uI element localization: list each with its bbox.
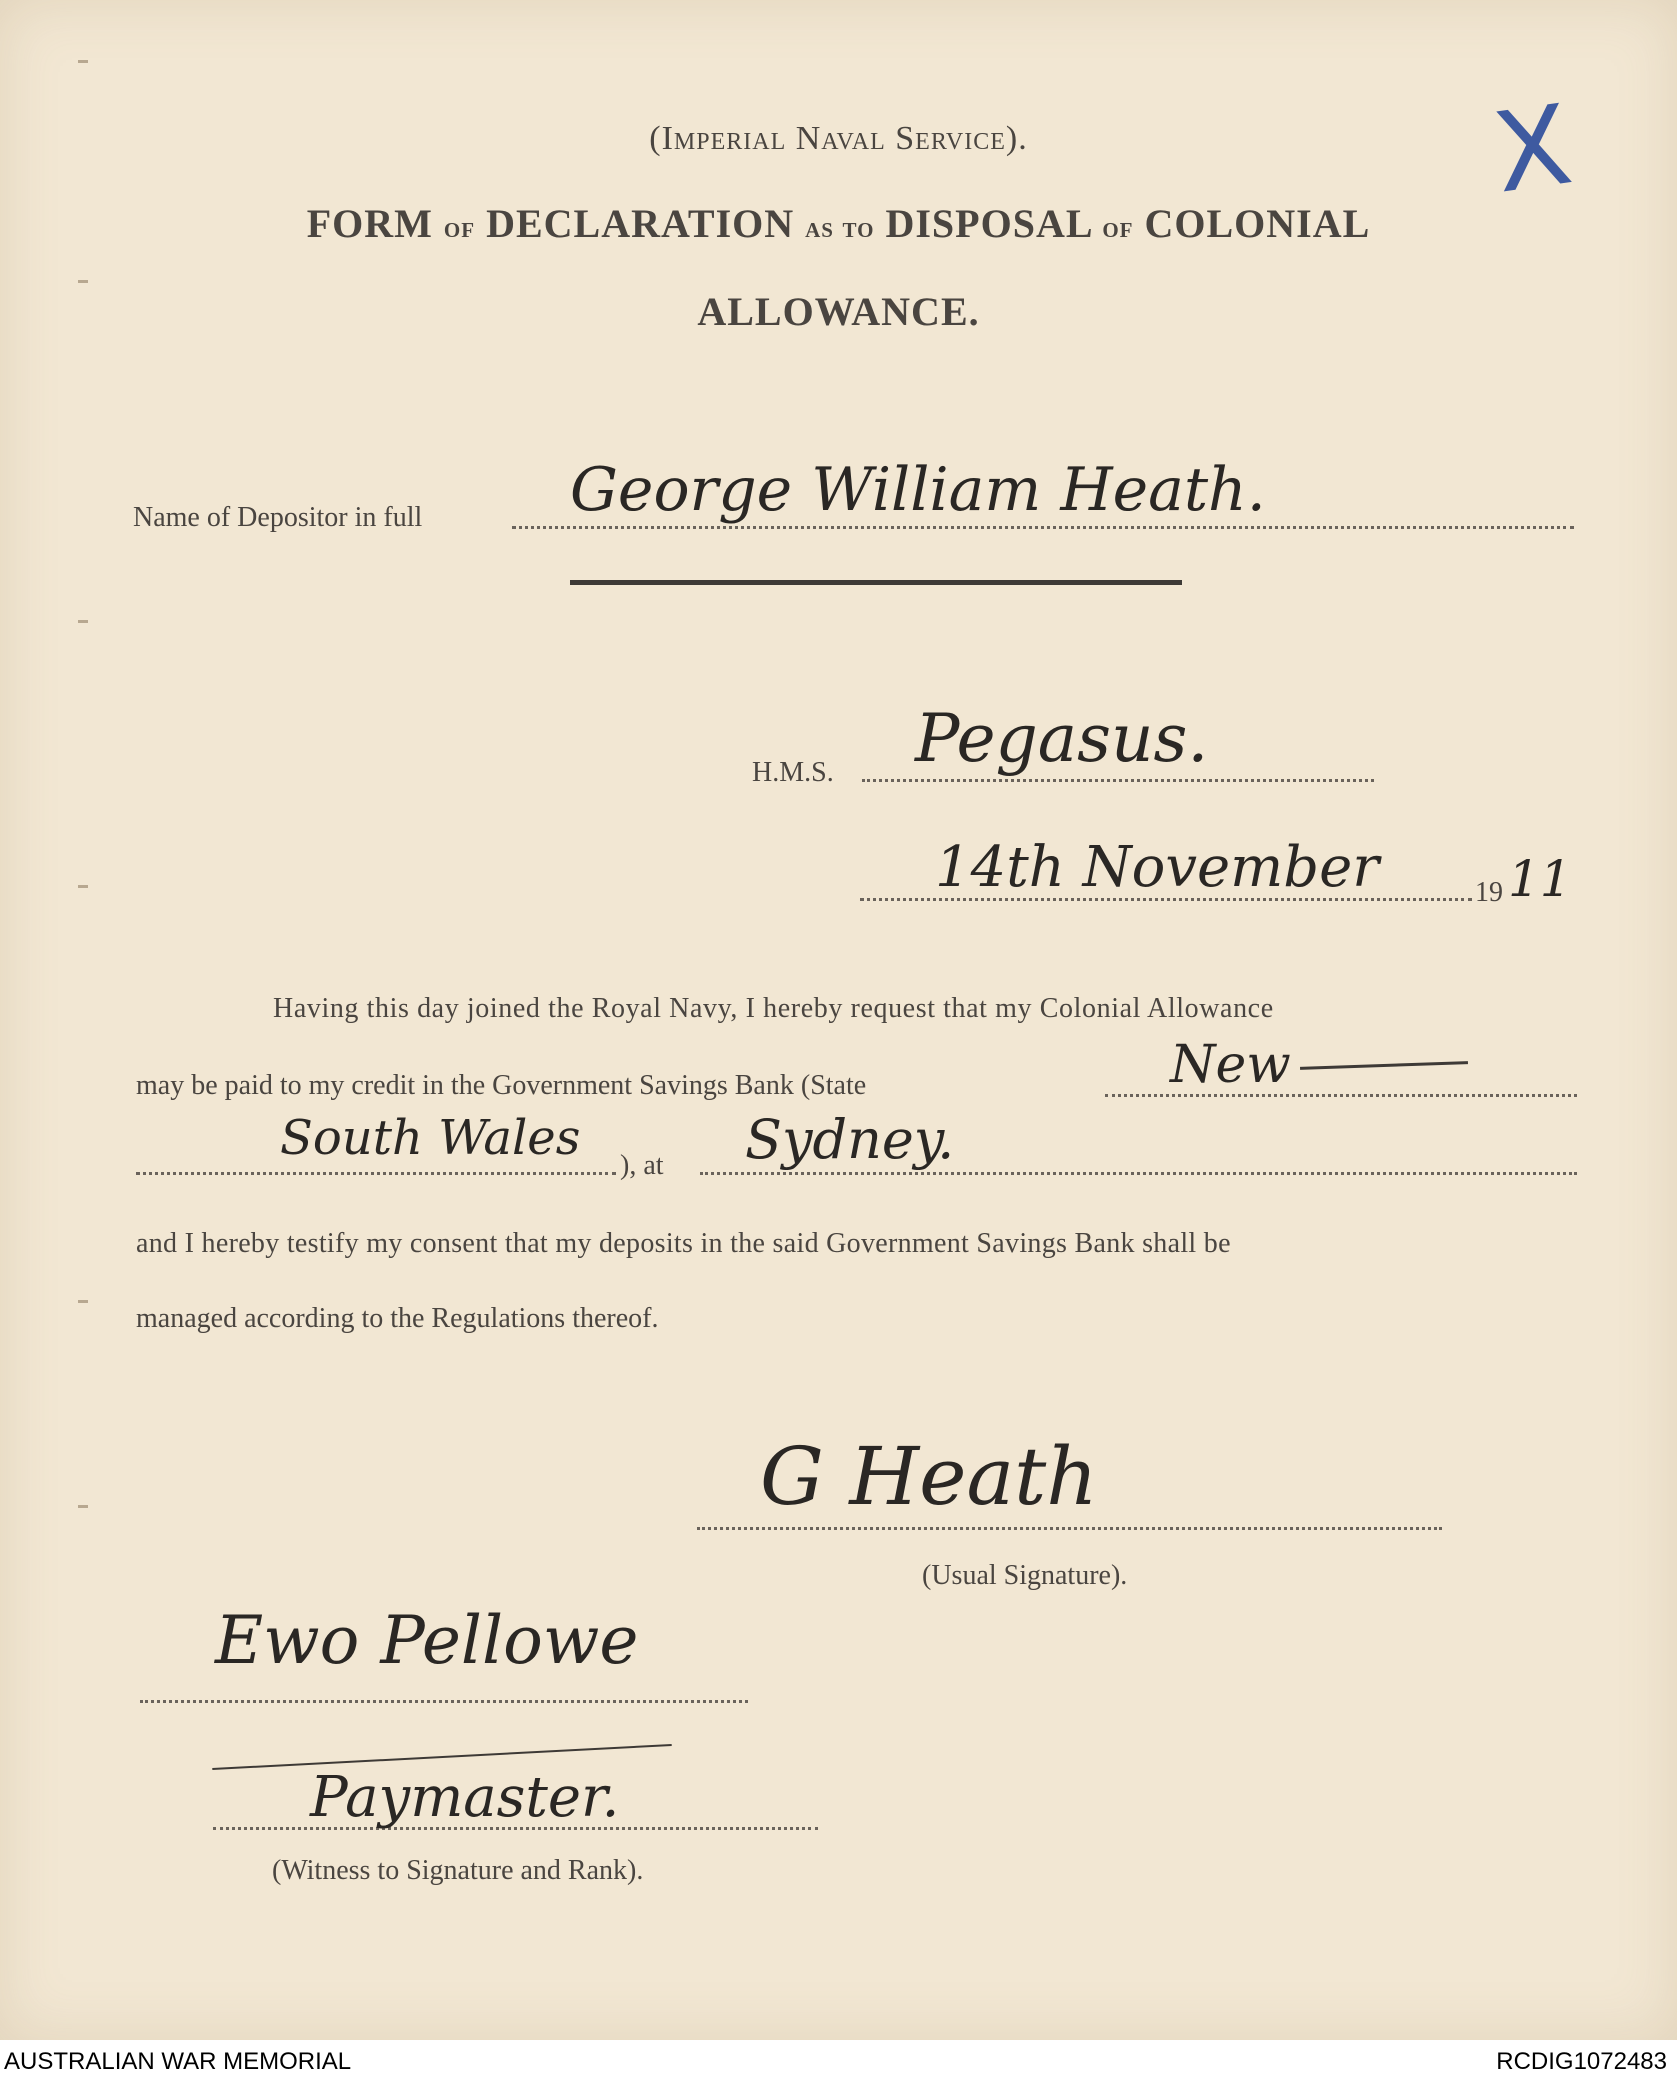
ship-label: H.M.S. [752, 757, 834, 788]
paragraph-line: managed according to the Regulations thereof. [136, 1303, 659, 1334]
paragraph-line: Having this day joined the Royal Navy, I hereby request that my Colonial Allowance [273, 993, 1274, 1024]
title-word: DISPOSAL [885, 201, 1092, 246]
title-word: as to [805, 211, 875, 244]
place-field-line [700, 1172, 1577, 1175]
at-label: ), at [620, 1150, 664, 1181]
name-field-line [512, 526, 1574, 529]
paragraph-line: and I hereby testify my consent that my deposits in the said Government Savings Bank shall be [136, 1228, 1231, 1259]
footer-left: AUSTRALIAN WAR MEMORIAL [4, 2048, 352, 2075]
ship-value: Pegasus. [915, 700, 1209, 777]
signature-label: (Usual Signature). [922, 1560, 1128, 1591]
state-value-continued: South Wales [280, 1110, 581, 1166]
name-label: Name of Depositor in full [133, 502, 423, 533]
title-word: DECLARATION [486, 201, 795, 246]
paragraph-line: may be paid to my credit in the Government Savings Bank (State [136, 1070, 867, 1101]
title-word: of [443, 211, 476, 244]
margin-mark [78, 280, 88, 283]
witness-rank: Paymaster. [310, 1765, 620, 1830]
title-word: COLONIAL [1144, 201, 1371, 246]
witness-label: (Witness to Signature and Rank). [272, 1855, 644, 1886]
margin-mark [78, 60, 88, 63]
year-value: 11 [1508, 850, 1572, 908]
year-prefix: 19 [1475, 877, 1503, 908]
ship-field-line [862, 779, 1374, 782]
margin-mark [78, 620, 88, 623]
signature-line [697, 1527, 1442, 1530]
margin-mark [78, 885, 88, 888]
form-header: (Imperial Naval Service). [649, 120, 1028, 157]
name-value: George William Heath. [570, 455, 1266, 525]
margin-mark [78, 1505, 88, 1508]
title-word: of [1102, 211, 1134, 244]
witness-name: Ewo Pellowe [215, 1602, 639, 1679]
name-underline [570, 580, 1182, 585]
corner-mark: X [1486, 80, 1579, 218]
state-value: New [1170, 1035, 1291, 1095]
form-title-continued: ALLOWANCE. [697, 289, 980, 334]
footer-right: RCDIG1072483 [1496, 2048, 1667, 2075]
witness-name-line [140, 1700, 748, 1703]
place-value: Sydney. [745, 1108, 955, 1171]
title-word: FORM [306, 201, 433, 246]
margin-mark [78, 1300, 88, 1303]
state-stroke [1300, 1061, 1468, 1070]
signature-value: G Heath [760, 1430, 1098, 1523]
date-value: 14th November [935, 835, 1379, 900]
form-title [0, 200, 1677, 247]
state-field-line-2 [136, 1172, 616, 1175]
